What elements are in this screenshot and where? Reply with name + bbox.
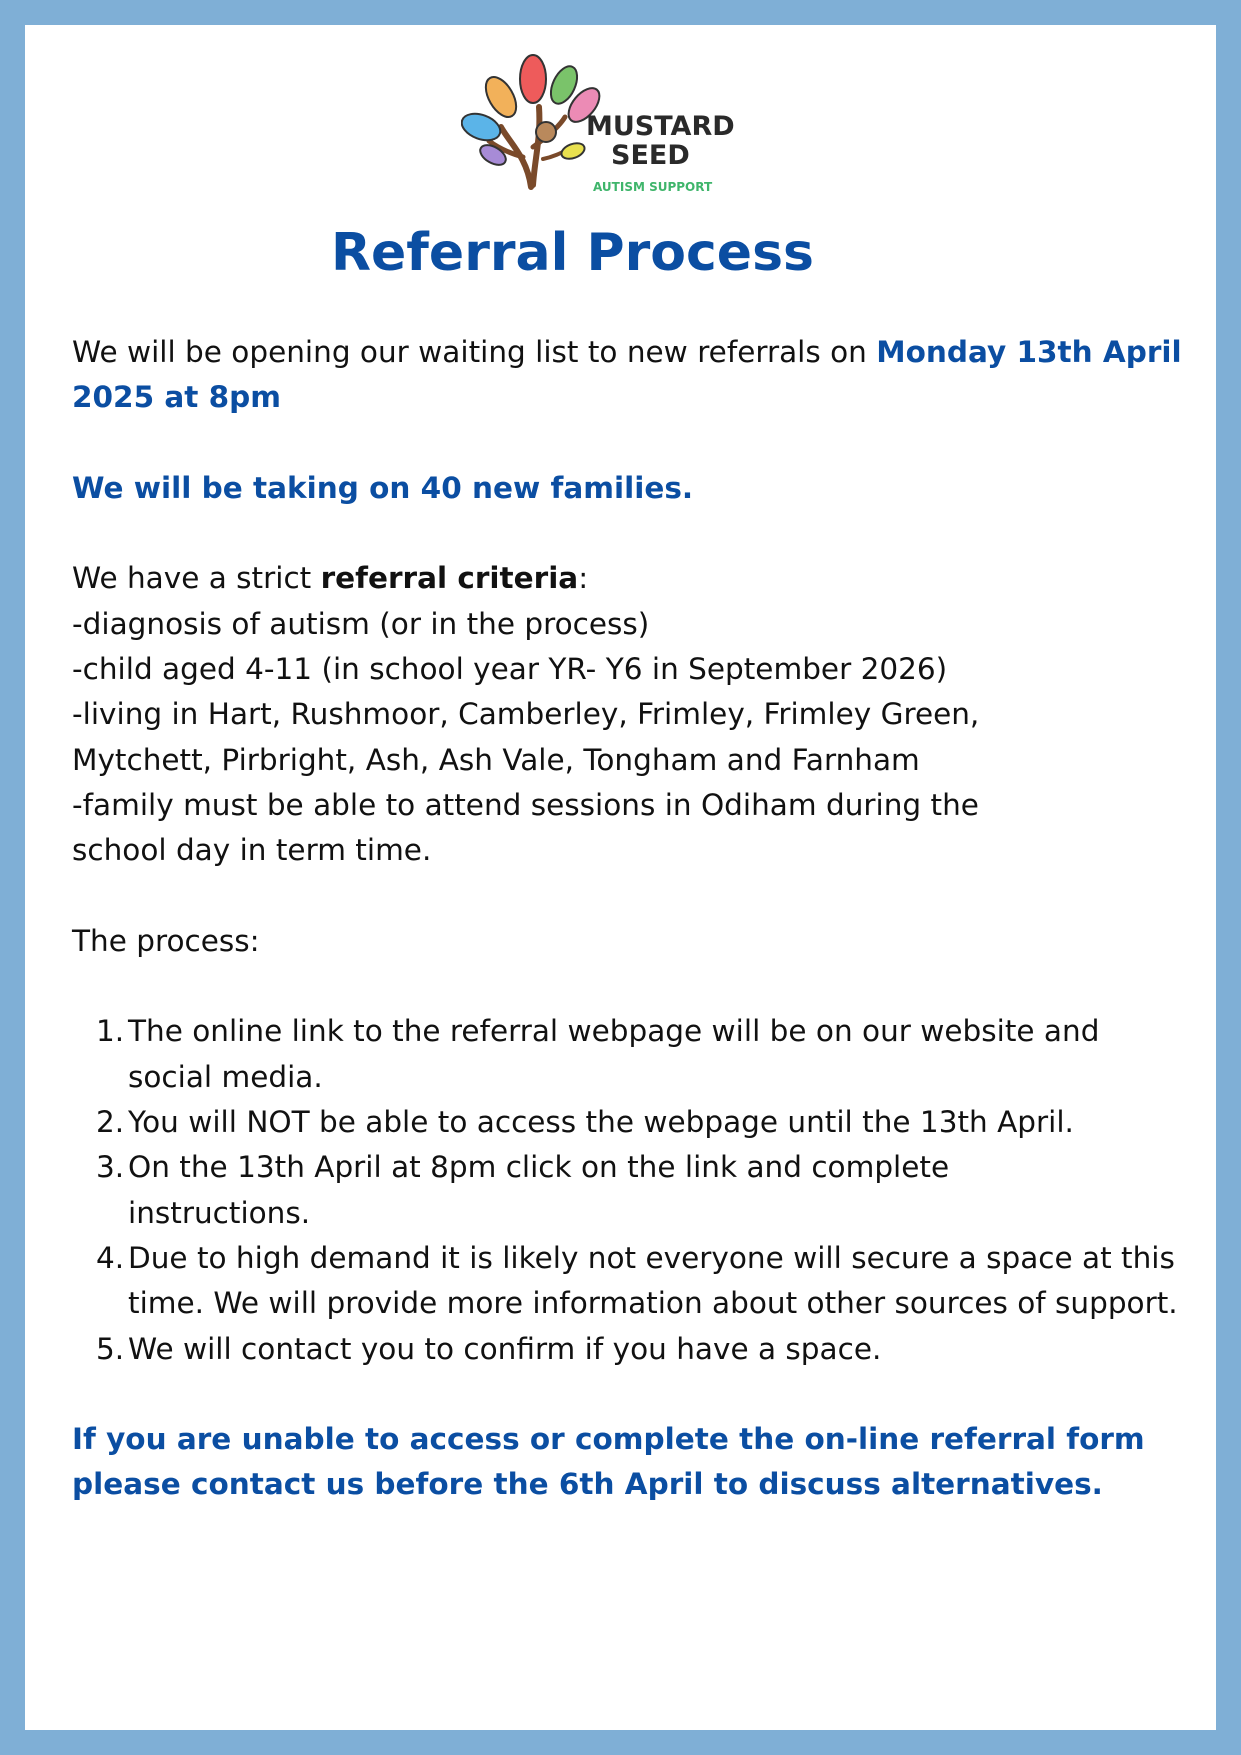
- process-step: [72, 1100, 1088, 1145]
- criteria-item: -diagnosis of autism (or in the process): [72, 606, 650, 641]
- criteria-lead: [72, 556, 1192, 601]
- process-step: [72, 1145, 1088, 1236]
- criteria-lead-bold: referral criteria: [320, 561, 579, 596]
- criteria-lead-text: We have a strict: [72, 561, 321, 596]
- families-notice: We will be taking on 40 new families.: [72, 470, 694, 505]
- process-step: [72, 1009, 1138, 1100]
- criteria-item: -child aged 4-11 (in school year YR- Y6 in September 2026): [72, 652, 948, 687]
- step-text: You will NOT be able to access the webpage until the 13th April.: [128, 1105, 1074, 1140]
- process-step: [72, 1236, 1188, 1327]
- tree-logo-icon: [461, 47, 751, 207]
- criteria-lead-end: :: [578, 561, 589, 596]
- mustard-seed-logo: [461, 47, 751, 207]
- opening-date: Monday 13th April 2025 at 8pm: [72, 335, 1182, 415]
- logo-tagline: AUTISM SUPPORT: [593, 180, 713, 194]
- page-title: Referral Process: [331, 223, 814, 283]
- step-number: 3.: [96, 1150, 125, 1185]
- criteria-item: -living in Hart, Rushmoor, Camberley, Frimley, Frimley Green, Mytchett, Pirbright, Ash, Ash Vale, Tongham and Farnham: [72, 697, 980, 777]
- intro-text: We will be opening our waiting list to new referrals on: [72, 335, 877, 369]
- step-number: 4.: [96, 1240, 125, 1275]
- process-heading: The process:: [72, 923, 260, 958]
- step-number: 1.: [96, 1014, 125, 1049]
- process-step: [72, 1327, 1188, 1372]
- document-body: [72, 330, 1192, 1508]
- step-number: 5.: [96, 1331, 125, 1366]
- logo-line1: MUSTARD: [586, 111, 735, 142]
- footer-notice: If you are unable to access or complete the on-line referral form please contact us before the 6th April to discuss alternatives.: [72, 1422, 1145, 1502]
- step-text: Due to high demand it is likely not everyone will secure a space at this time. We will provide more information about other sources of support.: [128, 1240, 1178, 1321]
- logo-line2: SEED: [611, 140, 690, 171]
- process-steps: [72, 1009, 1192, 1371]
- criteria-item: -family must be able to attend sessions in Odiham during the school day in term time.: [72, 787, 979, 868]
- step-text: On the 13th April at 8pm click on the link and complete instructions.: [128, 1150, 950, 1230]
- step-text: The online link to the referral webpage will be on our website and social media.: [128, 1014, 1100, 1094]
- step-number: 2.: [96, 1105, 125, 1140]
- intro-paragraph: [72, 330, 1192, 421]
- step-text: We will contact you to confirm if you have a space.: [128, 1331, 882, 1366]
- document-page: [25, 25, 1216, 1730]
